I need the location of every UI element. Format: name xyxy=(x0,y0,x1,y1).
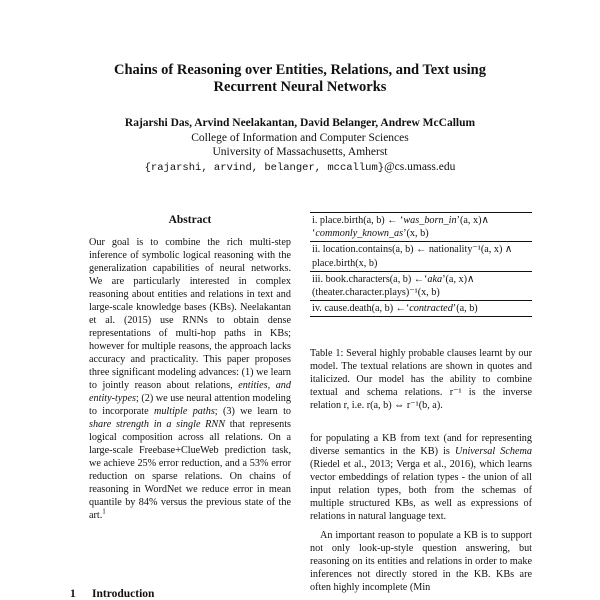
textual-relation: commonly_known_as xyxy=(315,228,404,240)
textual-relation: contracted xyxy=(409,303,453,315)
clause-text: ’(a, b) xyxy=(452,303,478,315)
body-text-span: (Riedel et al., 2013; Verga et al., 2016), which learns vector embeddings of relation types - the union of all input relation types, both from the schemas of multiple structured KBs, as well as expressions of relations in natural language text. xyxy=(310,459,532,522)
abstract-emphasis: share strength in a single RNN xyxy=(89,419,225,430)
clause-text: i. place.birth(a, b) ← ‘ xyxy=(312,215,404,226)
abstract-emphasis: multiple paths xyxy=(153,406,215,417)
clause-text: iv. cause.death(a, b) ←‘ xyxy=(312,303,410,315)
clause-text: ii. location.contains(a, b) ← nationality⁻¹(a, x) ∧ place.birth(x, b) xyxy=(312,244,513,269)
author-block xyxy=(60,116,540,175)
author-emails xyxy=(60,160,540,176)
affiliation-university: University of Massachusetts, Amherst xyxy=(212,146,388,158)
body-emphasis: Universal Schema xyxy=(455,446,532,457)
affiliation-college: College of Information and Computer Sciences xyxy=(191,131,409,144)
table-row xyxy=(310,213,532,242)
table-caption: Table 1: Several highly probable clauses learnt by our model. The textual relations are shown in quotes and italicized. Our model has the ability to combine textual and schema relations. r⁻¹ is the inverse relation r, i.e. r(a, b) ⇔ r⁻¹(b, a). xyxy=(310,348,532,412)
textual-relation: was_born_in xyxy=(403,215,457,226)
clause-text: ’(a, x)∧ ‘ xyxy=(312,215,489,240)
section-number: 1 xyxy=(70,588,76,600)
abstract-emphasis: entities, and entity-types xyxy=(89,380,291,404)
left-column xyxy=(89,214,291,522)
body-text-span: for populating a KB from text (and for representing diverse semantics in the KB) is xyxy=(310,433,532,457)
textual-relation: aka xyxy=(427,273,443,285)
abstract-part: that represents logical composition across all relations. On a large-scale Freebase+ClueWeb prediction task, we achieve 25% error reduction, and a 53% error reduction on sparse relations. On chains of reasoning in WordNet we reduce error in mean quantile by 84% versus the previous state of the art. xyxy=(89,419,291,521)
email-users: {rajarshi, arvind, belanger, mccallum} xyxy=(144,161,385,174)
section-heading-introduction xyxy=(70,588,154,600)
section-title: Introduction xyxy=(92,588,155,600)
clause-table xyxy=(310,212,532,317)
right-column xyxy=(310,212,532,412)
abstract-text xyxy=(89,236,291,522)
clause-text: ’(x, b) xyxy=(403,228,429,240)
title-line-2: Recurrent Neural Networks xyxy=(213,79,387,95)
paper-title xyxy=(60,62,540,96)
body-paragraph xyxy=(310,432,532,523)
clause-text: ’(a, x)∧ (theater.character.plays)⁻¹(x, b) xyxy=(312,273,475,299)
abstract-heading: Abstract xyxy=(168,214,212,226)
table-row xyxy=(310,272,532,301)
footnote-mark[interactable]: 1 xyxy=(102,507,106,516)
abstract-part: Our goal is to combine the rich multi-step inference of symbolic logical reasoning with the generalization capabilities of neural networks. We are particularly interested in complex reasoning about entities and relations in text and large-scale knowledge bases (KBs). Neelakantan et al. (2015) use RNNs to obtain dense representations of multi-hop paths in KBs; however for multiple reasons, the approach lacks accuracy and practicality. This paper proposes three significant modeling advances: (1) we learn to jointly reason about relations, xyxy=(89,237,291,391)
body-paragraph: An important reason to populate a KB is to support not only look-up-style question answering, but reasoning on its entities and relations in order to make inferences not directly stored in the KB. KBs are often highly incomplete (Min xyxy=(310,530,532,593)
table-row xyxy=(310,242,532,271)
introduction-body xyxy=(310,432,532,600)
abstract-part: ; (3) we learn to xyxy=(214,406,292,417)
title-line-1: Chains of Reasoning over Entities, Relations, and Text using xyxy=(114,62,486,78)
email-domain: @cs.umass.edu xyxy=(384,160,456,173)
abstract-part: ; (2) we use neural attention modeling to incorporate xyxy=(89,393,291,417)
clause-text: iii. book.characters(a, b) ←‘ xyxy=(312,273,428,285)
author-names: Rajarshi Das, Arvind Neelakantan, David Belanger, Andrew McCallum xyxy=(124,117,476,129)
table-row xyxy=(310,301,532,316)
